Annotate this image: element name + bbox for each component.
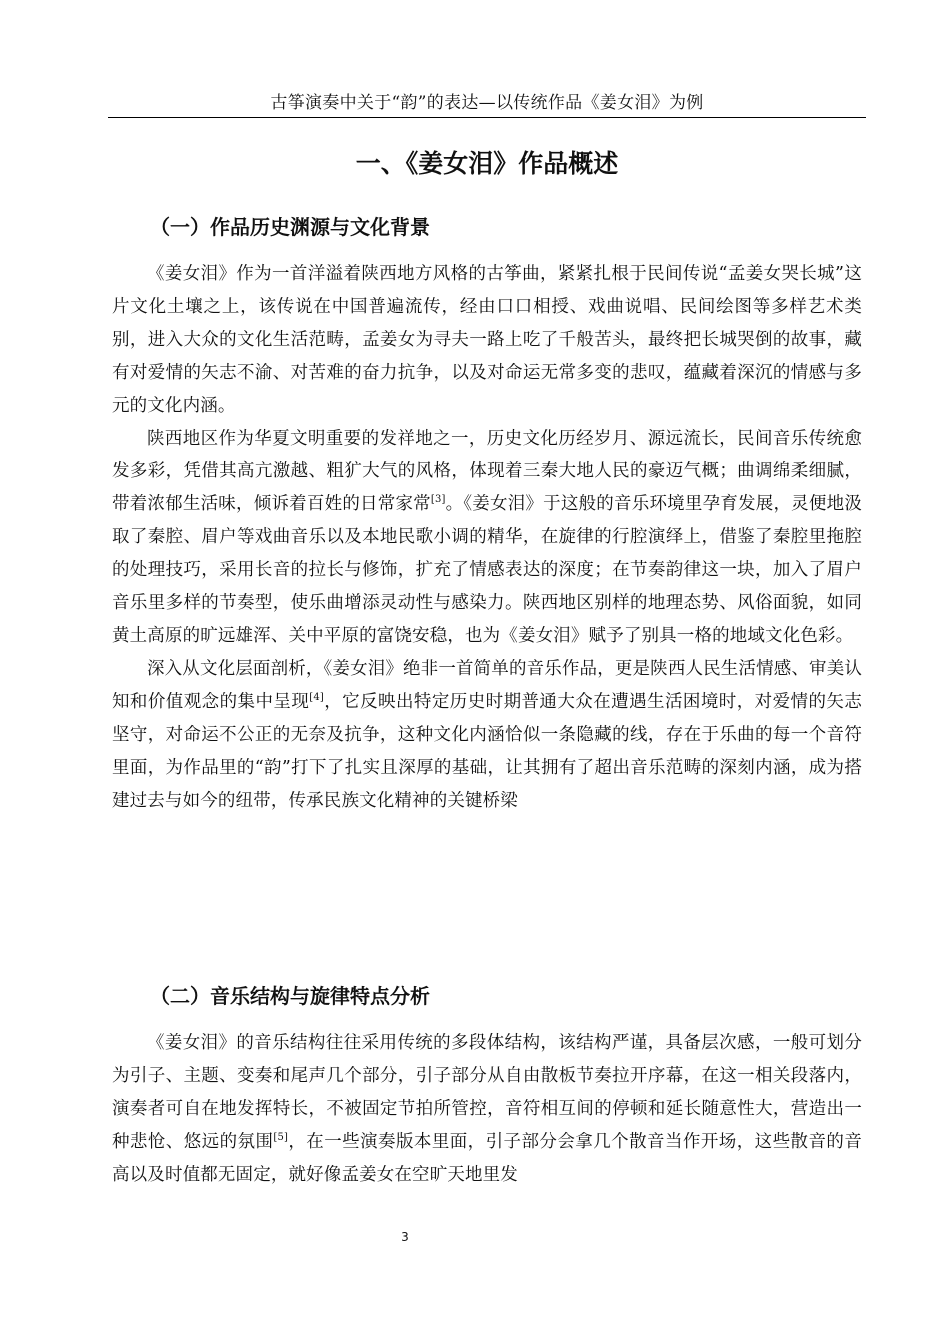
paragraph — [112, 1027, 862, 1192]
paragraph: 《姜女泪》作为一首洋溢着陕西地方风格的古筝曲，紧紧扎根于民间传说“孟姜女哭长城”这片文化土壤之上，该传说在中国普遍流传，经由口口相授、戏曲说唱、民间绘图等多样艺术类别，进入大众的文化生活范畴，孟姜女为寻夫一路上吃了千般苦头，最终把长城哭倒的故事，藏有对爱情的矢志不渝、对苦难的奋力抗争，以及对命运无常多变的悲叹，蕴藏着深沉的情感与多元的文化内涵。 — [112, 264, 862, 416]
running-header: 古筝演奏中关于“韵”的表达—以传统作品《姜女泪》为例 — [270, 93, 704, 113]
paragraph-text: 深入从文化层面剖析，《姜女泪》绝非一首简单的音乐作品，更是陕西人民生活情感、审美认知和价值观念的集中呈现 — [112, 658, 862, 712]
paragraph — [112, 423, 862, 653]
header-rule — [108, 117, 866, 118]
paragraph-text: ，它反映出特定历史时期普通大众在遭遇生活困境时，对爱情的矢志坚守，对命运不公正的无奈及抗争，这种文化内涵恰似一条隐藏的线，存在于乐曲的每一个音符里面，为作品里的“韵”打下了扎实且深厚的基础，让其拥有了超出音乐范畴的深刻内涵，成为搭建过去与如今的纽带，传承民族文化精神的关键桥梁 — [112, 691, 862, 811]
section-body-history — [112, 258, 862, 817]
page-number: 3 — [401, 1230, 409, 1244]
citation-ref[interactable]: [5] — [273, 1131, 289, 1143]
section-heading-history: （一）作品历史渊源与文化背景 — [150, 215, 430, 239]
paragraph — [112, 653, 862, 818]
chapter-title: 一、《姜女泪》作品概述 — [355, 149, 619, 178]
paragraph-text: 陕西地区作为华夏文明重要的发祥地之一，历史文化历经岁月、源远流长，民间音乐传统愈发多彩，凭借其高亢激越、粗犷大气的风格，体现着三秦大地人民的豪迈气概；曲调绵柔细腻，带着浓郁生活味，倾诉着百姓的日常家常 — [112, 428, 862, 515]
paragraph-text: ，在一些演奏版本里面，引子部分会拿几个散音当作开场，这些散音的音高以及时值都无固定，就好像孟姜女在空旷天地里发 — [112, 1131, 862, 1185]
paragraph-text: 。《姜女泪》于这般的音乐环境里孕育发展，灵便地汲取了秦腔、眉户等戏曲音乐以及本地民歌小调的精华，在旋律的行腔演绎上，借鉴了秦腔里拖腔的处理技巧，采用长音的拉长与修饰，扩充了情感表达的深度；在节奏韵律这一块，加入了眉户音乐里多样的节奏型，使乐曲增添灵动性与感染力。陕西地区别样的地理态势、风俗面貌，如同黄土高原的旷远雄浑、关中平原的富饶安稳，也为《姜女泪》赋予了别具一格的地域文化色彩。 — [112, 494, 862, 646]
citation-ref[interactable]: [4] — [309, 691, 324, 703]
section-heading-structure: （二）音乐结构与旋律特点分析 — [150, 984, 430, 1008]
citation-ref[interactable]: [3] — [430, 494, 446, 506]
section-body-structure — [112, 1027, 862, 1192]
paragraph-text: 《姜女泪》的音乐结构往往采用传统的多段体结构，该结构严谨，具备层次感，一般可划分为引子、主题、变奏和尾声几个部分，引子部分从自由散板节奏拉开序幕，在这一相关段落内，演奏者可自在地发挥特长，不被固定节拍所管控，音符相互间的停顿和延长随意性大，营造出一种悲怆、悠远的氛围 — [112, 1033, 862, 1152]
